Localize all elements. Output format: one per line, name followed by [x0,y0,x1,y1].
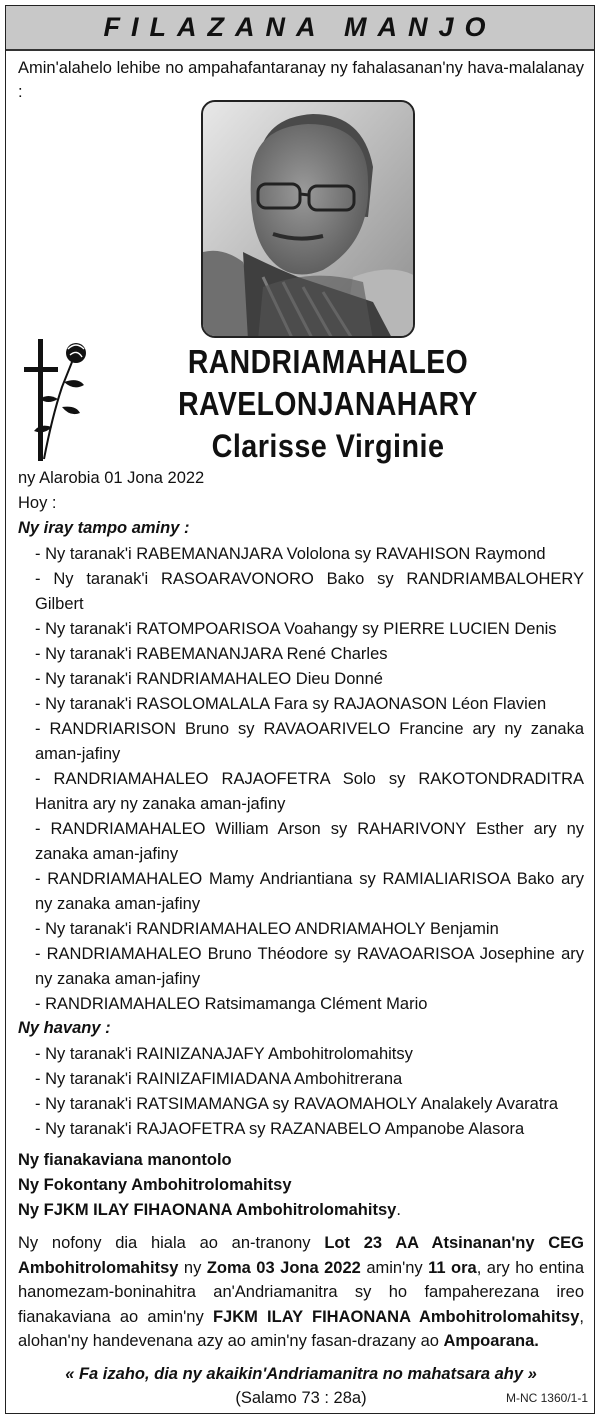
list-item: - Ny taranak'i RANDRIAMAHALEO ANDRIAMAHOLY Benjamin [35,920,499,938]
list-item: - RANDRIAMAHALEO Mamy Andriantiana sy RAMIALIARISOA Bako ary ny zanaka aman-jafiny [35,870,584,913]
intro-text: Amin'alahelo lehibe no ampahafantaranay ny fahalasanan'ny hava-malalanay : [18,59,584,101]
relatives-list [18,1042,584,1142]
bible-quote: « Fa izaho, dia ny akaikin'Andriamanitra no mahatsara ahy » [65,1364,537,1383]
list-item: - Ny taranak'i RATOMPOARISOA Voahangy sy PIERRE LUCIEN Denis [35,620,557,638]
list-item: - Ny taranak'i RATSIMAMANGA sy RAVAOMAHOLY Analakely Avaratra [35,1095,559,1113]
list-item: - RANDRIAMAHALEO William Arson sy RAHARIVONY Esther ary ny zanaka aman-jafiny [35,820,584,863]
section-siblings-heading: Ny iray tampo aminy : [18,519,190,537]
cross-rose-icon [22,337,102,467]
notice-frame [5,5,595,1414]
hoy-label: Hoy : [18,494,57,512]
deceased-given-names: Clarisse Virginie [211,428,445,464]
portrait-image [203,102,415,338]
bible-reference: (Salamo 73 : 28a) [235,1388,367,1407]
signatory-line: Ny Fokontany Ambohitrolomahitsy [18,1176,292,1194]
deceased-surname: RANDRIAMAHALEO [187,343,469,380]
list-item: - Ny taranak'i RASOARAVONORO Bako sy RANDRIAMBALOHERY Gilbert [35,570,584,613]
deceased-surname-2: RAVELONJANAHARY [178,385,478,422]
signatory-line: Ny FJKM ILAY FIHAONANA Ambohitrolomahitsy. [18,1201,401,1219]
siblings-list [18,542,584,1017]
list-item: - Ny taranak'i RAINIZANAJAFY Ambohitrolomahitsy [35,1045,413,1063]
list-item: - RANDRIARISON Bruno sy RAVAOARIVELO Francine ary ny zanaka aman-jafiny [35,720,584,763]
notice-title: FILAZANA MANJO [103,12,497,42]
family-signatories [18,1149,584,1224]
notice-body [18,467,584,1410]
deceased-name-block [98,341,558,467]
list-item: - RANDRIAMAHALEO Ratsimamanga Clément Mario [35,995,428,1013]
list-item: - RANDRIAMAHALEO RAJAOFETRA Solo sy RAKOTONDRADITRA Hanitra ary ny zanaka aman-jafiny [35,770,584,813]
notice-code: M-NC 1360/1-1 [505,1391,588,1405]
portrait-photo [201,100,415,338]
list-item: - Ny taranak'i RABEMANANJARA Vololona sy RAVAHISON Raymond [35,545,546,563]
notice-header [6,6,594,51]
burial-paragraph: Ny nofony dia hiala ao an-tranony Lot 23 AA Atsinanan'ny CEG Ambohitrolomahitsy ny Zoma 03 Jona 2022 amin'ny 11 ora, ary ho entina hanomezam-boninahitra an'Andriamanitra sy ho fampaherezana ireo fianakaviana ao amin'ny FJKM ILAY FIHAONANA Ambohitrolomahitsy, alohan'ny handevenana azy ao amin'ny fasan-drazany ao Ampoarana. [18,1234,584,1350]
section-relatives-heading: Ny havany : [18,1019,111,1037]
list-item: - Ny taranak'i RAINIZAFIMIADANA Ambohitrerana [35,1070,403,1088]
list-item: - Ny taranak'i RANDRIAMAHALEO Dieu Donné [35,670,383,688]
list-item: - Ny taranak'i RASOLOMALALA Fara sy RAJAONASON Léon Flavien [35,695,547,713]
list-item: - Ny taranak'i RABEMANANJARA René Charles [35,645,388,663]
list-item: - RANDRIAMAHALEO Bruno Théodore sy RAVAOARISOA Josephine ary ny zanaka aman-jafiny [35,945,584,988]
signatory-line: Ny fianakaviana manontolo [18,1151,232,1169]
list-item: - Ny taranak'i RAJAOFETRA sy RAZANABELO Ampanobe Alasora [35,1120,525,1138]
death-date: ny Alarobia 01 Jona 2022 [18,469,205,487]
